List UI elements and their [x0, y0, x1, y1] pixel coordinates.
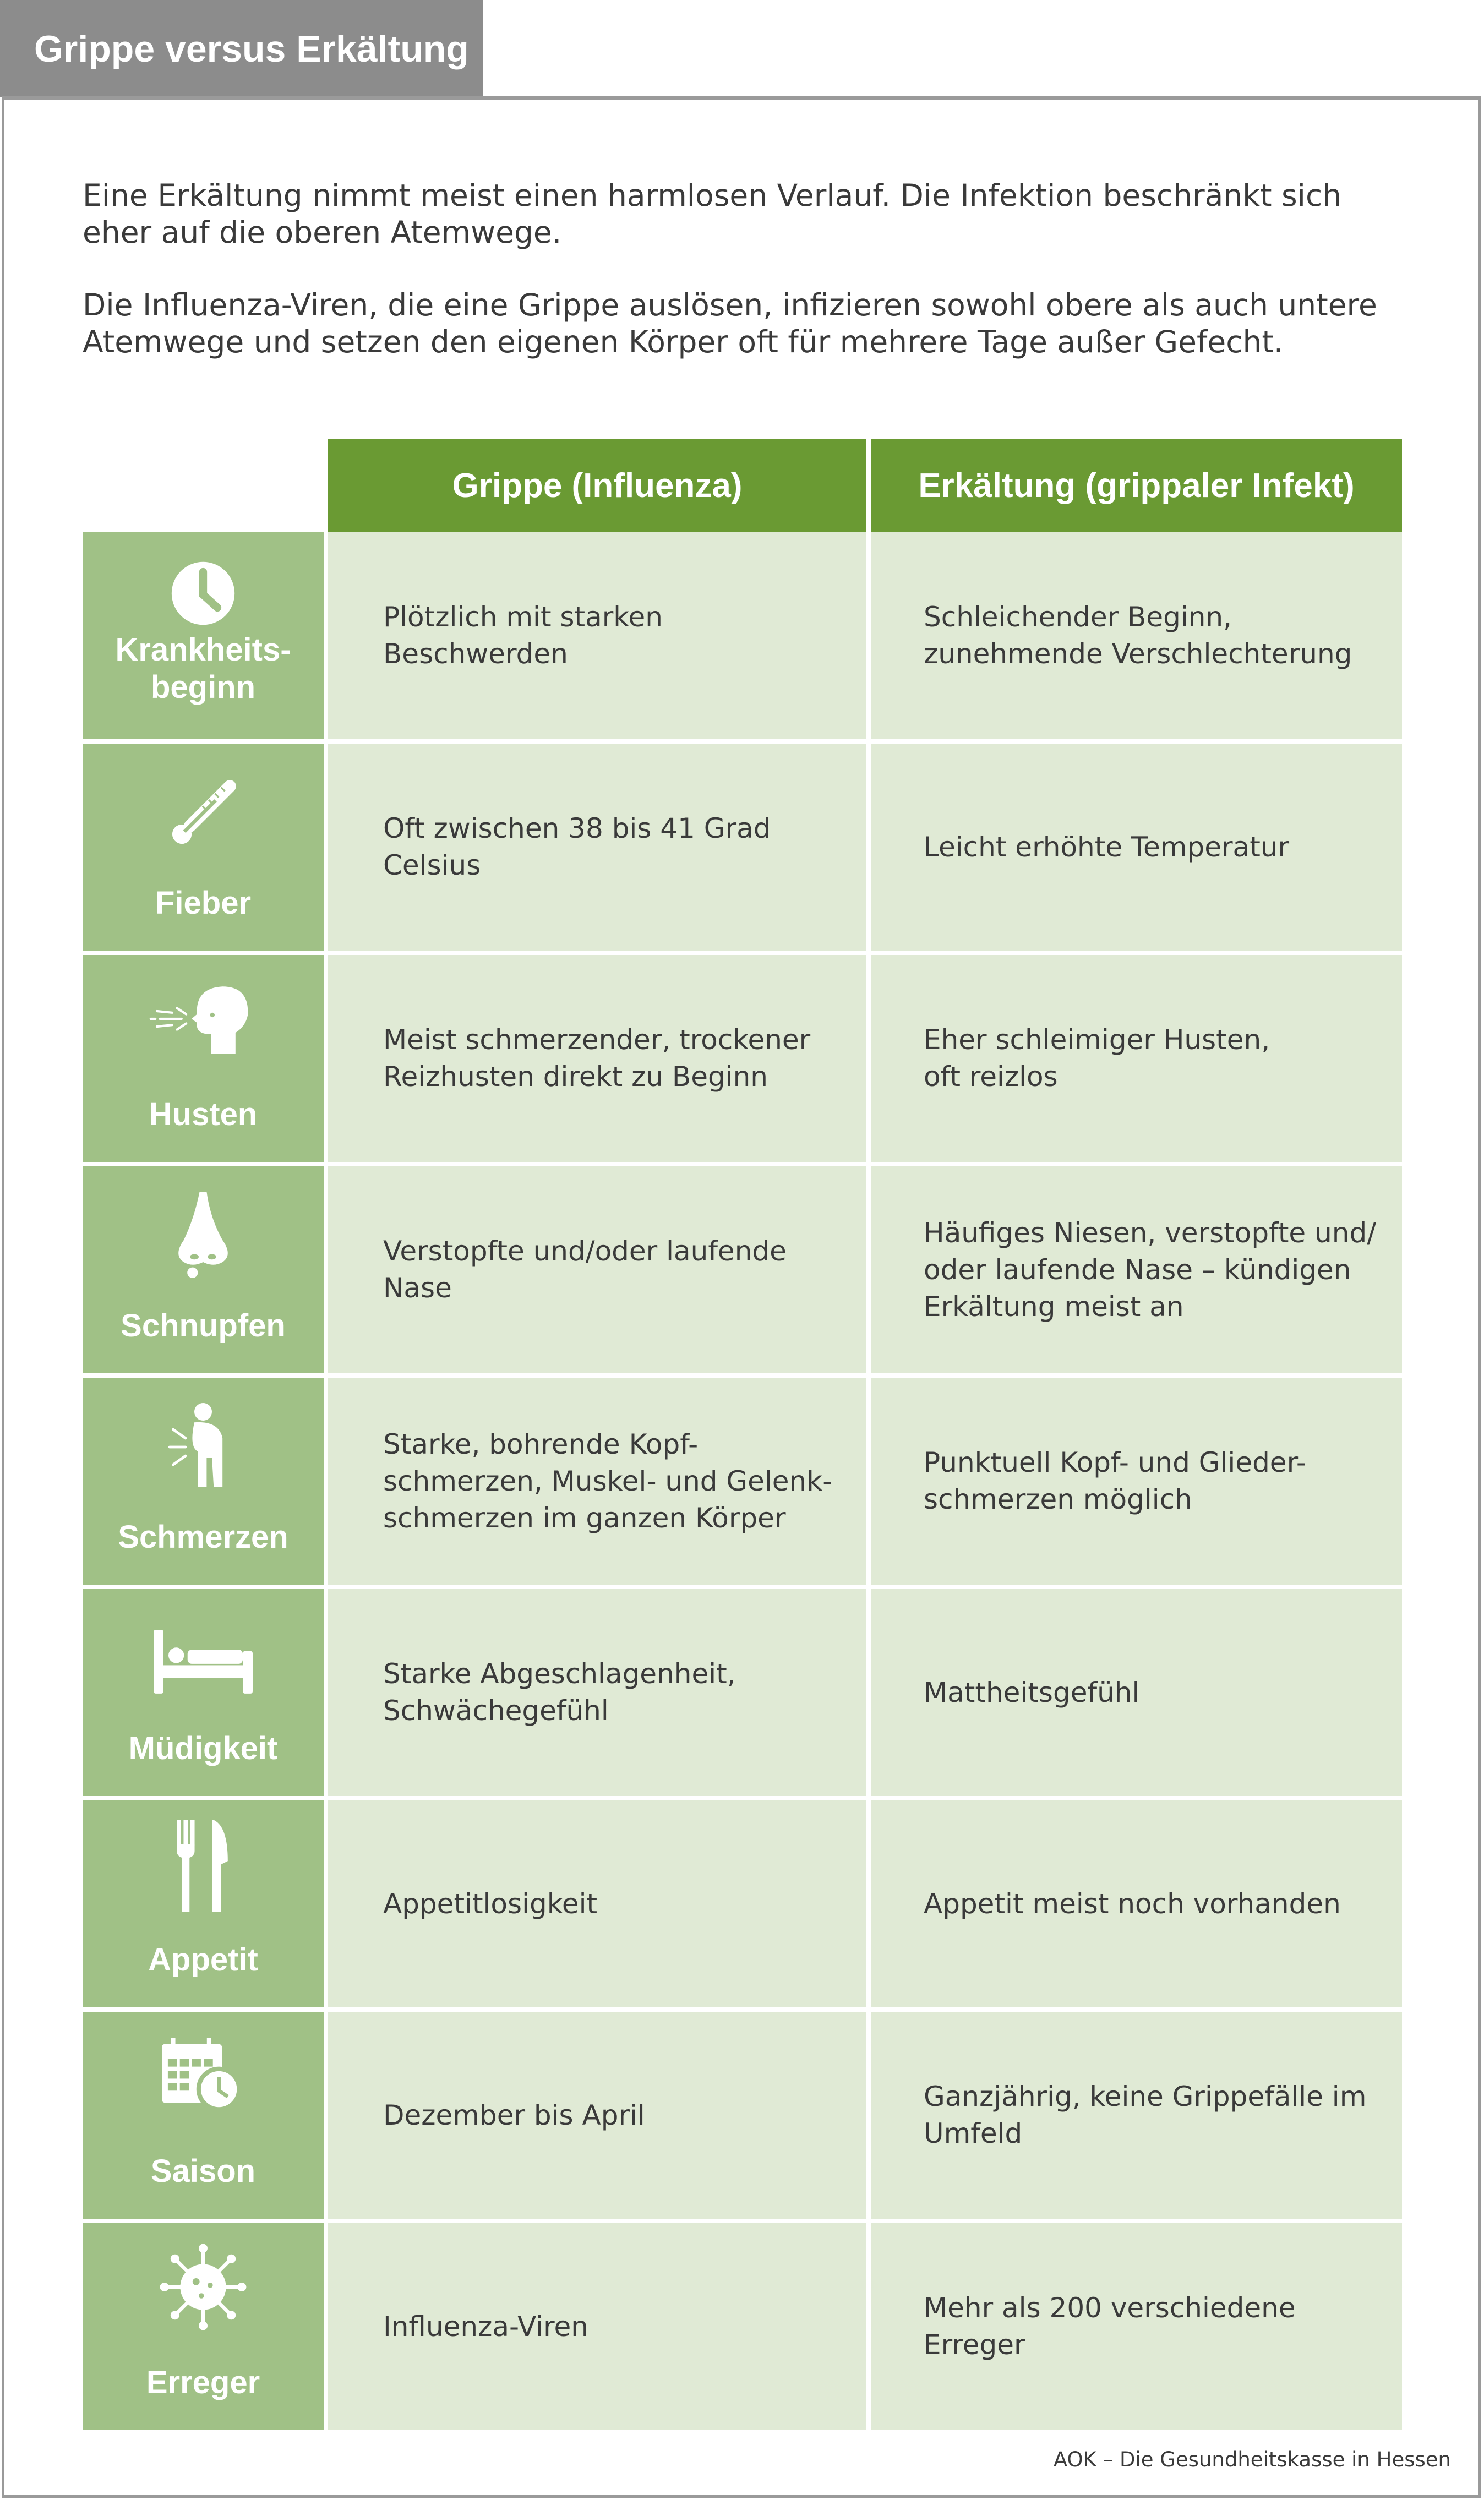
grippe-cell: Influenza-Viren	[328, 2223, 866, 2430]
intro-paragraph-2: Die Influenza-Viren, die eine Grippe auslösen, infizieren sowohl obere als auch untere Atemwege und setzen den eigenen Körper oft für mehrere Tage außer Gefecht.	[83, 287, 1377, 359]
grippe-cell: Dezember bis April	[328, 2012, 866, 2219]
grippe-cell: Starke, bohrende Kopf- schmerzen, Muskel- und Gelenk- schmerzen im ganzen Körper	[328, 1378, 866, 1585]
source-credit: AOK – Die Gesundheitskasse in Hessen	[1053, 2448, 1451, 2471]
intro-paragraph-1: Eine Erkältung nimmt meist einen harmlosen Verlauf. Die Infektion beschränkt sich eher auf die oberen Atemwege.	[83, 178, 1342, 250]
category-cell	[83, 955, 324, 1162]
erkaeltung-cell: Mattheitsgefühl	[871, 1589, 1402, 1796]
table-row	[83, 1378, 1402, 1585]
cutlery-icon	[83, 1820, 324, 1892]
category-cell	[83, 1166, 324, 1373]
erkaeltung-cell: Eher schleimiger Husten, oft reizlos	[871, 955, 1402, 1162]
erkaeltung-cell: Appetit meist noch vorhanden	[871, 1800, 1402, 2007]
grippe-cell: Appetitlosigkeit	[328, 1800, 866, 2007]
category-cell	[83, 1800, 324, 2007]
erkaeltung-cell: Leicht erhöhte Temperatur	[871, 744, 1402, 951]
category-label: Fieber	[155, 885, 252, 921]
category-label: Schnupfen	[121, 1308, 286, 1344]
table-row	[83, 955, 1402, 1162]
erkaeltung-cell: Ganzjährig, keine Grippefälle im Umfeld	[871, 2012, 1402, 2219]
column-header-erkaeltung: Erkältung (grippaler Infekt)	[871, 439, 1402, 532]
erkaeltung-cell: Schleichender Beginn, zunehmende Verschlechterung	[871, 532, 1402, 739]
category-cell	[83, 2012, 324, 2219]
table-row	[83, 1166, 1402, 1373]
thermometer-icon	[83, 769, 324, 840]
category-label: Saison	[150, 2153, 256, 2189]
table-row	[83, 1800, 1402, 2007]
calendar-clock-icon	[83, 2037, 324, 2109]
column-header-grippe: Grippe (Influenza)	[328, 439, 866, 532]
category-label: Erreger	[146, 2365, 260, 2400]
nose-icon	[83, 1192, 324, 1263]
category-label: Schmerzen	[118, 1519, 288, 1555]
category-label: Husten	[149, 1096, 258, 1132]
clock-icon	[83, 558, 324, 629]
category-label: Müdigkeit	[128, 1731, 278, 1766]
cough-icon	[83, 980, 324, 1052]
grippe-cell: Meist schmerzender, trockener Reizhusten direkt zu Beginn	[328, 955, 866, 1162]
category-cell	[83, 744, 324, 951]
grippe-cell: Starke Abgeschlagenheit, Schwächegefühl	[328, 1589, 866, 1796]
pain-icon	[83, 1403, 324, 1475]
category-cell	[83, 1589, 324, 1796]
category-label: Appetit	[148, 1942, 258, 1978]
table-row	[83, 1589, 1402, 1796]
grippe-cell: Verstopfte und/oder laufende Nase	[328, 1166, 866, 1373]
grippe-cell: Plötzlich mit starken Beschwerden	[328, 532, 866, 739]
erkaeltung-cell: Häufiges Niesen, verstopfte und/ oder laufende Nase – kündigen Erkältung meist an	[871, 1166, 1402, 1373]
category-label: Krankheits- beginn	[115, 632, 291, 705]
bed-icon	[83, 1629, 324, 1700]
category-cell	[83, 1378, 324, 1585]
category-cell	[83, 2223, 324, 2430]
grippe-cell: Oft zwischen 38 bis 41 Grad Celsius	[328, 744, 866, 951]
table-row	[83, 744, 1402, 951]
erkaeltung-cell: Punktuell Kopf- und Glieder- schmerzen möglich	[871, 1378, 1402, 1585]
erkaeltung-cell: Mehr als 200 verschiedene Erreger	[871, 2223, 1402, 2430]
table-row	[83, 532, 1402, 739]
table-row	[83, 2223, 1402, 2430]
category-cell	[83, 532, 324, 739]
table-row	[83, 2012, 1402, 2219]
virus-icon	[83, 2243, 324, 2315]
page-title: Grippe versus Erkältung	[0, 0, 483, 97]
